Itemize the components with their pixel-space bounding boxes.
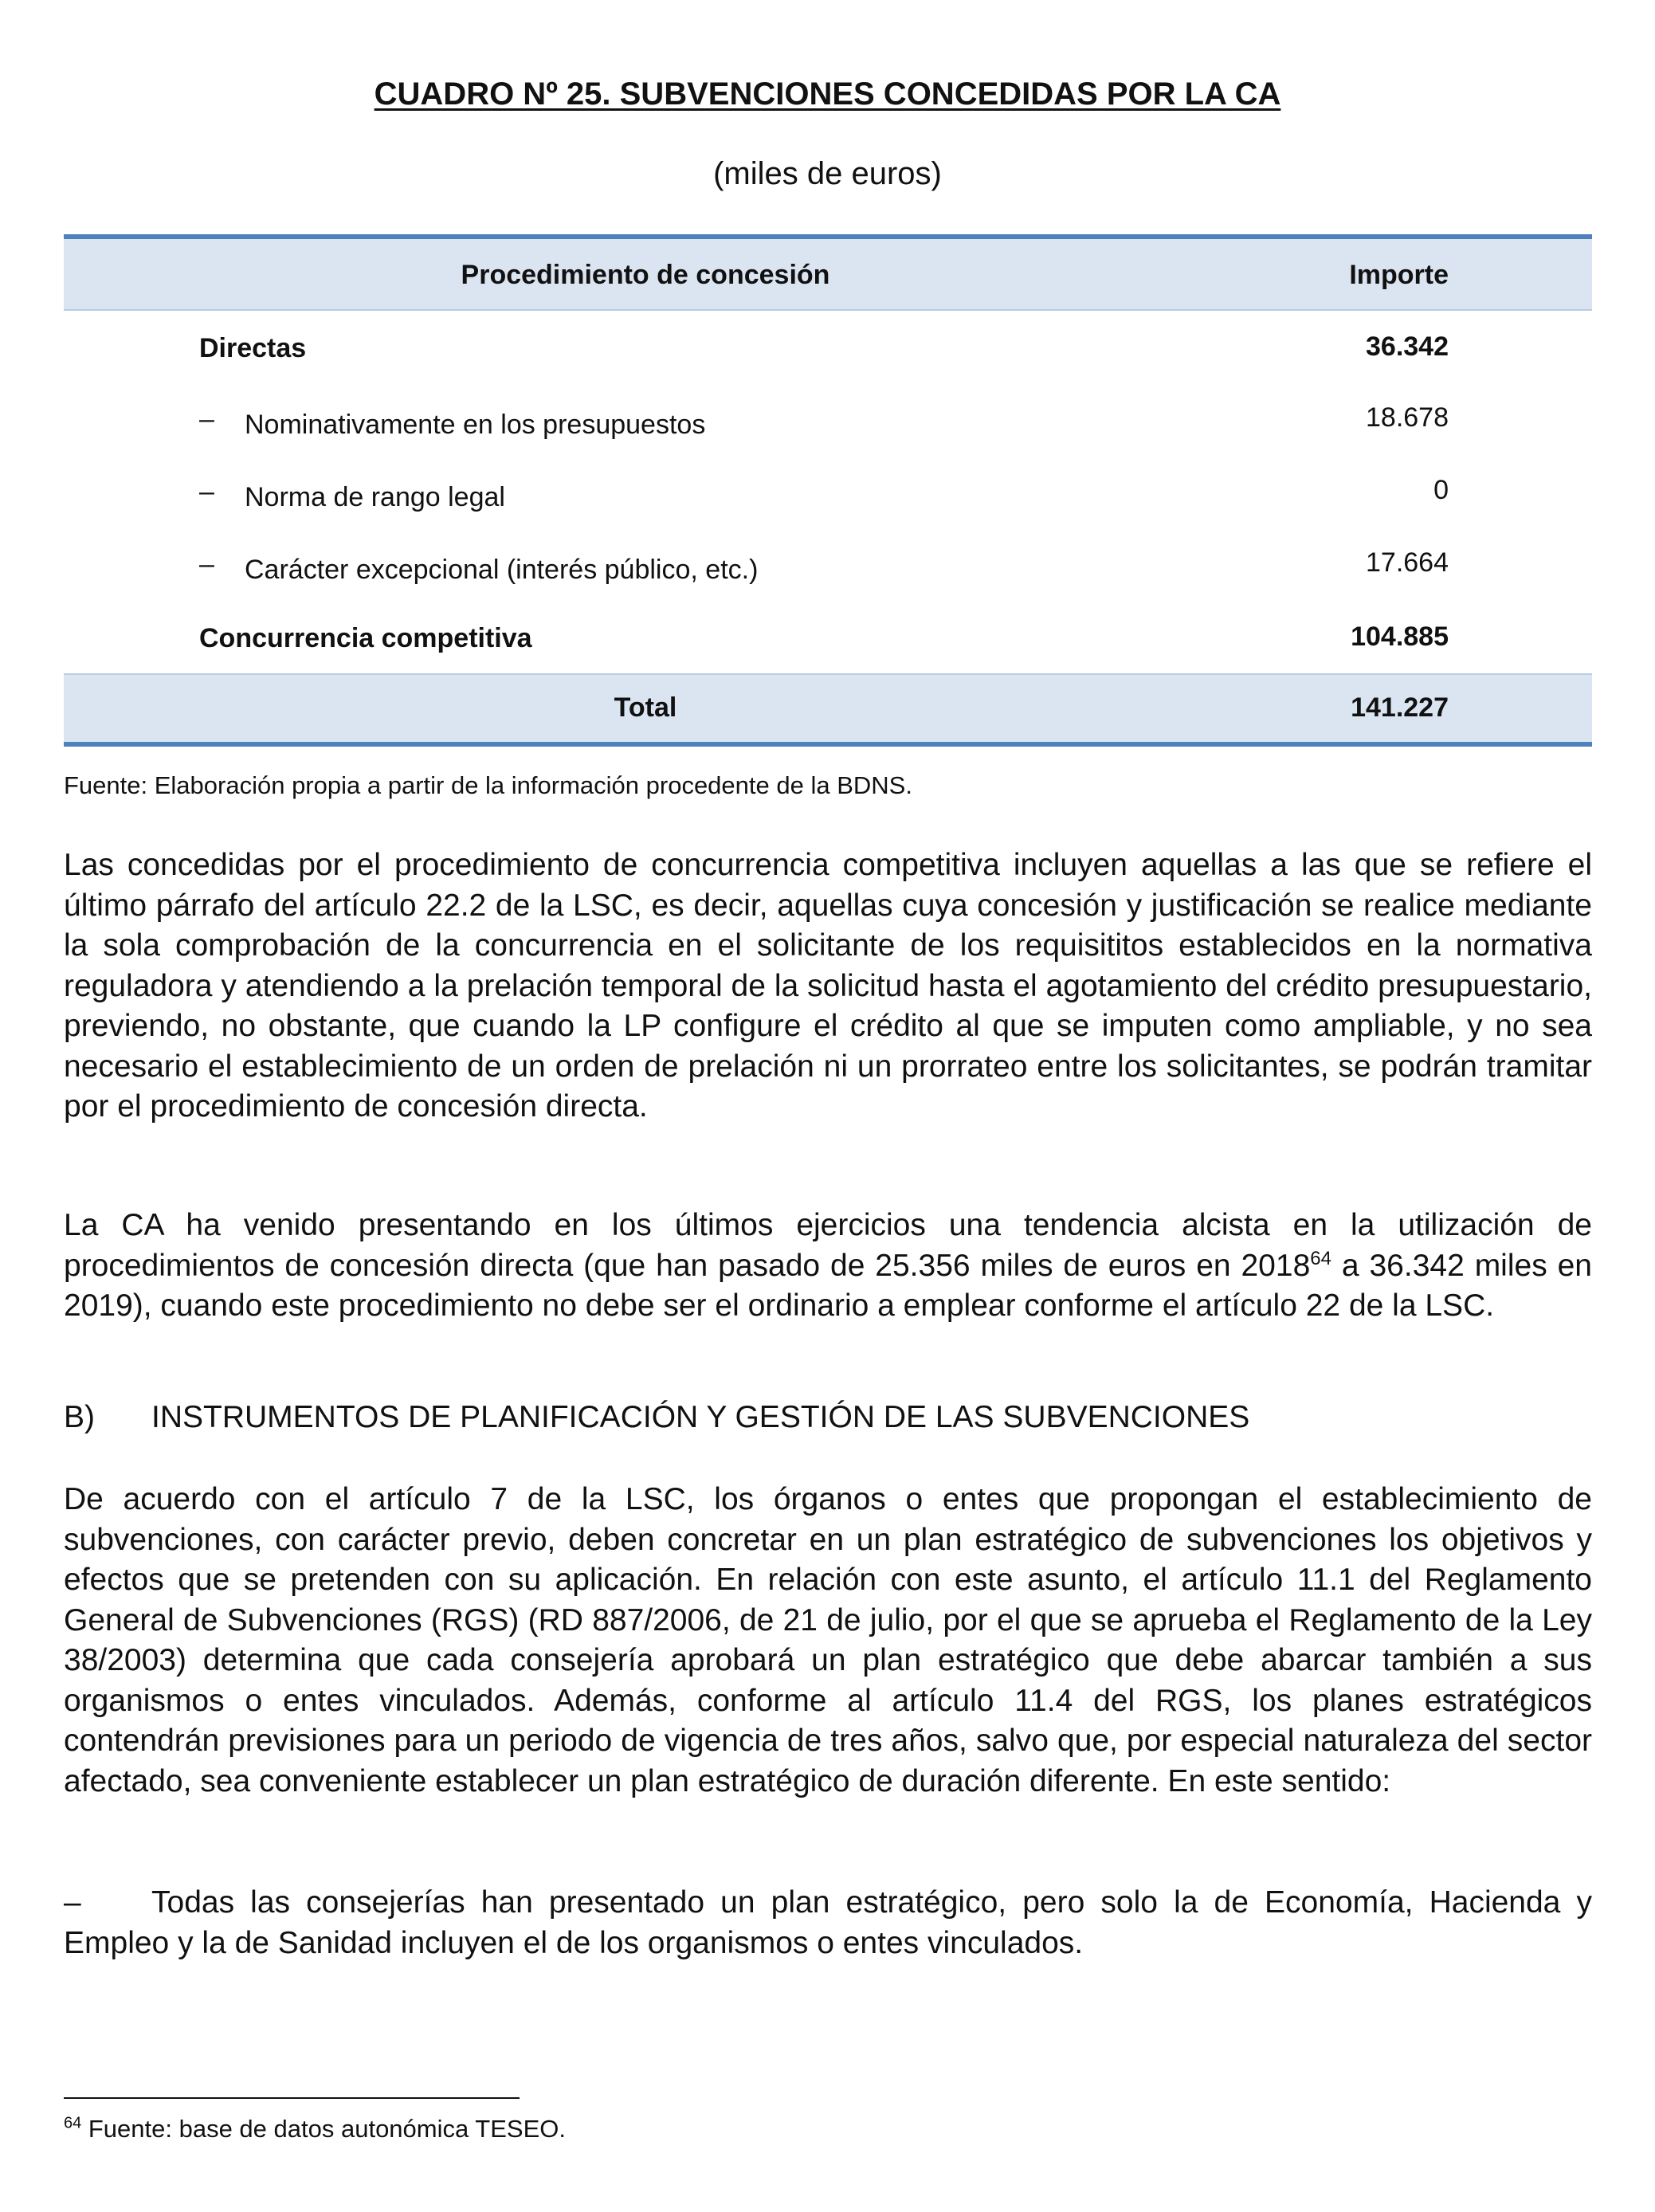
header-procedure: Procedimiento de concesión (461, 260, 830, 290)
subsidies-table (64, 234, 1592, 747)
table-row (64, 383, 1592, 456)
table-title: CUADRO Nº 25. SUBVENCIONES CONCEDIDAS POR LA CA (374, 76, 1281, 112)
row-value: 0 (1433, 475, 1449, 505)
bullet-dash: – (64, 1885, 81, 1920)
bullet-item (64, 1882, 1592, 1963)
footnote-ref: 64 (1310, 1247, 1331, 1269)
row-value: 104.885 (1351, 622, 1449, 652)
table-row (64, 528, 1592, 601)
footnote-separator (64, 2097, 520, 2099)
footnote-number: 64 (64, 2114, 82, 2132)
row-label: Norma de rango legal (245, 482, 505, 512)
row-label: Carácter excepcional (interés público, etc.) (245, 555, 759, 585)
row-value: 36.342 (1366, 331, 1449, 362)
row-label: Nominativamente en los presupuestos (245, 410, 706, 440)
footnote-text: Fuente: base de datos autonómica TESEO. (81, 2115, 566, 2143)
row-label: Concurrencia competitiva (199, 623, 532, 653)
section-letter: B) (64, 1400, 95, 1434)
table-source: Fuente: Elaboración propia a partir de la información procedente de la BDNS. (64, 771, 912, 799)
paragraph-trend-after: a 36.342 miles en 2019), cuando este procedimiento no debe ser el ordinario a emplear conforme el artículo 22 de la LSC. (64, 1248, 1592, 1323)
paragraph-trend-before: La CA ha venido presentando en los últimos ejercicios una tendencia alcista en la utilización de procedimientos de concesión directa (que han pasado de 25.356 miles de euros en 2018 (64, 1208, 1592, 1283)
section-title: INSTRUMENTOS DE PLANIFICACIÓN Y GESTIÓN DE LAS SUBVENCIONES (151, 1400, 1250, 1434)
paragraph-competitive: Las concedidas por el procedimiento de concurrencia competitiva incluyen aquellas a las que se refiere el último párrafo del artículo 22.2 de la LSC, es decir, aquellas cuya concesión y justificación se realice mediante la sola comprobación de la concurrencia en el solicitante de los requisititos establecidos en la normativa reguladora y atendiendo a la prelación temporal de la solicitud hasta el agotamiento del crédito presupuestario, previendo, no obstante, que cuando la LP configure el crédito al que se imputen como ampliable, y no sea necesario el establecimiento de un orden de prelación ni un prorrateo entre los solicitantes, se podrán tramitar por el procedimiento de concesión directa. (64, 848, 1592, 1124)
row-dash: – (199, 477, 214, 507)
row-label: Directas (199, 333, 307, 363)
total-value: 141.227 (1351, 692, 1449, 723)
table-bottom-border (64, 742, 1592, 747)
table-subtitle: (miles de euros) (713, 156, 942, 191)
header-amount: Importe (1349, 260, 1449, 290)
paragraph-trend (64, 1206, 1592, 1327)
table-total-row (64, 673, 1592, 742)
footnote (64, 2115, 566, 2143)
bullet-text: Todas las consejerías han presentado un plan estratégico, pero solo la de Economía, Hacienda y Empleo y la de Sanidad incluyen el de los organismos o entes vinculados. (64, 1885, 1592, 1960)
table-row (64, 456, 1592, 528)
row-dash: – (199, 404, 214, 434)
row-value: 18.678 (1366, 402, 1449, 433)
table-row (64, 311, 1592, 383)
row-dash: – (199, 549, 214, 579)
table-row (64, 601, 1592, 673)
paragraph-planning: De acuerdo con el artículo 7 de la LSC, los órganos o entes que propongan el establecimiento de subvenciones, con carácter previo, deben concretar en un plan estratégico de subvenciones los objetivos y efectos que se pretenden con su aplicación. En relación con este asunto, el artículo 11.1 del Reglamento General de Subvenciones (RGS) (RD 887/2006, de 21 de julio, por el que se aprueba el Reglamento de la Ley 38/2003) determina que cada consejería aprobará un plan estratégico que debe abarcar también a sus organismos o entes vinculados. Además, conforme al artículo 11.4 del RGS, los planes estratégicos contendrán previsiones para un periodo de vigencia de tres años, salvo que, por especial naturaleza del sector afectado, sea conveniente establecer un plan estratégico de duración diferente. En este sentido: (64, 1482, 1592, 1798)
table-header (64, 239, 1592, 311)
total-label: Total (614, 692, 677, 723)
row-value: 17.664 (1366, 547, 1449, 578)
